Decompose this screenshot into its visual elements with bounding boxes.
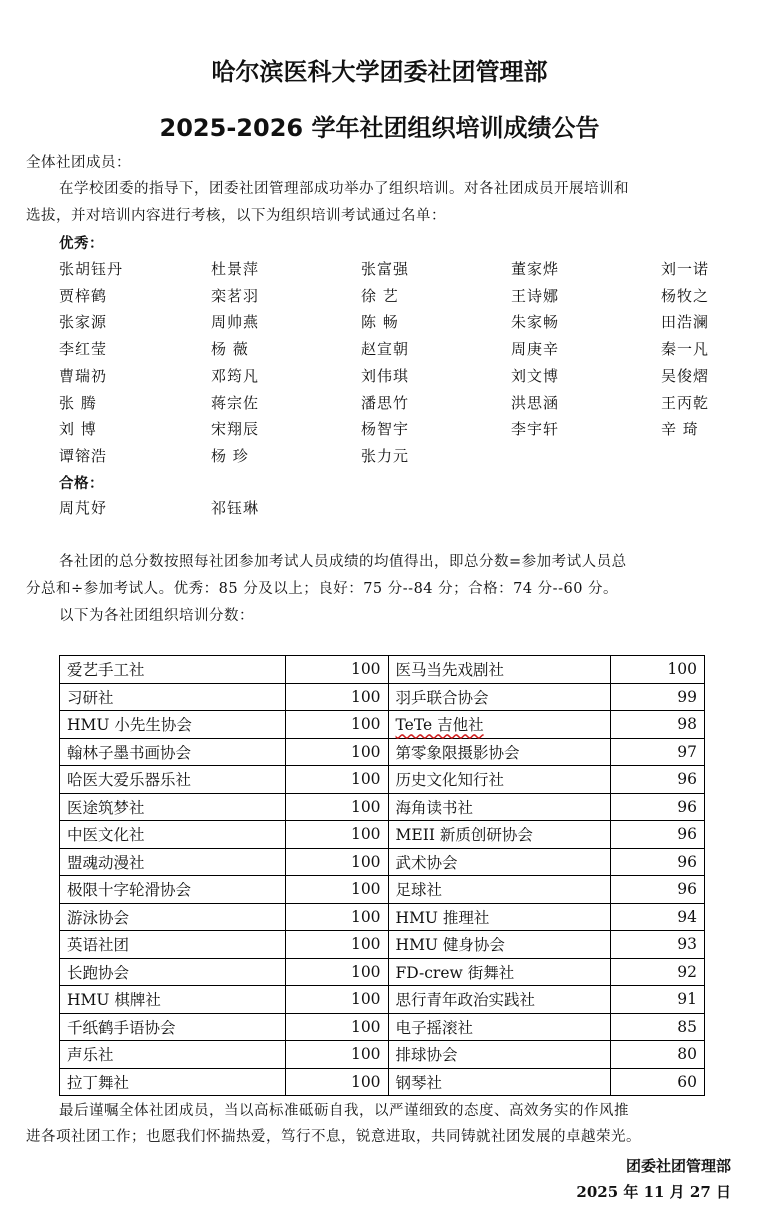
club-score: 100 bbox=[610, 656, 704, 684]
excellent-name: 杨 珍 bbox=[211, 446, 249, 465]
excellent-name: 朱家畅 bbox=[511, 313, 560, 332]
club-score: 94 bbox=[610, 903, 704, 931]
club-score: 80 bbox=[610, 1041, 704, 1069]
club-score: 100 bbox=[286, 766, 388, 794]
club-score: 100 bbox=[286, 903, 388, 931]
club-score: 99 bbox=[610, 683, 704, 711]
club-score: 96 bbox=[610, 848, 704, 876]
club-name bbox=[388, 711, 610, 739]
excellent-name: 陈 畅 bbox=[361, 313, 399, 332]
club-score: 96 bbox=[610, 876, 704, 904]
excellent-name: 赵宣朝 bbox=[361, 340, 410, 359]
table-row bbox=[60, 958, 705, 986]
excellent-name: 李宇轩 bbox=[511, 420, 560, 439]
club-score: 100 bbox=[286, 683, 388, 711]
club-score: 100 bbox=[286, 821, 388, 849]
club-name: 海角读书社 bbox=[388, 793, 610, 821]
excellent-name: 周庚辛 bbox=[511, 340, 560, 359]
club-name: 盟魂动漫社 bbox=[60, 848, 286, 876]
club-name: 中医文化社 bbox=[60, 821, 286, 849]
excellent-name: 李红莹 bbox=[59, 340, 108, 359]
club-score: 100 bbox=[286, 986, 388, 1014]
club-score: 100 bbox=[286, 958, 388, 986]
excellent-name: 徐 艺 bbox=[361, 286, 399, 305]
excellent-name: 杨智宇 bbox=[361, 420, 410, 439]
club-score: 93 bbox=[610, 931, 704, 959]
excellent-name: 曹瑞礽 bbox=[59, 366, 108, 385]
club-name: 电子摇滚社 bbox=[388, 1013, 610, 1041]
excellent-name: 栾茗羽 bbox=[211, 286, 260, 305]
pass-name: 周芃妤 bbox=[59, 499, 108, 517]
club-score: 100 bbox=[286, 793, 388, 821]
club-score: 60 bbox=[610, 1068, 704, 1096]
table-row bbox=[60, 656, 705, 684]
table-row bbox=[60, 876, 705, 904]
excellent-name: 杨 薇 bbox=[211, 340, 249, 359]
club-name-text: TeTe 吉他社 bbox=[395, 716, 484, 735]
club-score: 100 bbox=[286, 711, 388, 739]
club-name: 拉丁舞社 bbox=[60, 1068, 286, 1096]
club-score: 100 bbox=[286, 1068, 388, 1096]
club-name: 历史文化知行社 bbox=[388, 766, 610, 794]
document-subtitle: 2025-2026 学年社团组织培训成绩公告 bbox=[159, 114, 600, 142]
excellent-name: 刘 博 bbox=[59, 420, 97, 439]
club-name: 极限十字轮滑协会 bbox=[60, 876, 286, 904]
table-row bbox=[60, 738, 705, 766]
club-name: 翰林子墨书画协会 bbox=[60, 738, 286, 766]
club-name: 长跑协会 bbox=[60, 958, 286, 986]
club-name: 医马当先戏剧社 bbox=[388, 656, 610, 684]
club-name: 医途筑梦社 bbox=[60, 793, 286, 821]
club-score: 100 bbox=[286, 1013, 388, 1041]
excellent-name: 谭镕浩 bbox=[59, 446, 108, 465]
excellent-name: 蒋宗佐 bbox=[211, 393, 260, 412]
table-row bbox=[60, 683, 705, 711]
club-score: 96 bbox=[610, 793, 704, 821]
club-name: 哈医大爱乐器乐社 bbox=[60, 766, 286, 794]
club-score: 100 bbox=[286, 931, 388, 959]
excellent-name: 宋翔辰 bbox=[211, 420, 260, 439]
pass-label: 合格： bbox=[59, 475, 104, 492]
excellent-name: 张富强 bbox=[361, 260, 410, 278]
club-name: 英语社团 bbox=[60, 931, 286, 959]
salutation: 全体社团成员： bbox=[26, 155, 131, 171]
club-name: 钢琴社 bbox=[388, 1068, 610, 1096]
club-name: FD-crew 街舞社 bbox=[388, 958, 610, 986]
club-score: 91 bbox=[610, 986, 704, 1014]
club-name: 武术协会 bbox=[388, 848, 610, 876]
excellent-name: 刘一诺 bbox=[661, 260, 710, 278]
excellent-name: 刘文博 bbox=[511, 366, 560, 385]
club-score: 100 bbox=[286, 848, 388, 876]
excellent-name: 辛 琦 bbox=[661, 420, 699, 439]
excellent-name: 王丙乾 bbox=[661, 393, 710, 412]
club-name: HMU 推理社 bbox=[388, 903, 610, 931]
club-name: MEII 新质创研协会 bbox=[388, 821, 610, 849]
club-name: 游泳协会 bbox=[60, 903, 286, 931]
excellent-name: 田浩澜 bbox=[661, 313, 710, 332]
club-scores-table bbox=[59, 655, 705, 1096]
club-name: 足球社 bbox=[388, 876, 610, 904]
excellent-name: 秦一凡 bbox=[661, 340, 710, 359]
club-score: 96 bbox=[610, 821, 704, 849]
club-name: 爱艺手工社 bbox=[60, 656, 286, 684]
club-name: 第零象限摄影协会 bbox=[388, 738, 610, 766]
table-row bbox=[60, 793, 705, 821]
club-score: 98 bbox=[610, 711, 704, 739]
club-score: 100 bbox=[286, 656, 388, 684]
club-name: HMU 棋牌社 bbox=[60, 986, 286, 1014]
excellent-name: 刘伟琪 bbox=[361, 366, 410, 385]
pass-name: 祁钰琳 bbox=[211, 499, 260, 517]
table-row bbox=[60, 766, 705, 794]
table-row bbox=[60, 821, 705, 849]
excellent-name: 王诗娜 bbox=[511, 286, 560, 305]
club-score: 100 bbox=[286, 738, 388, 766]
scoring-line-3: 以下为各社团组织培训分数： bbox=[59, 608, 254, 624]
club-name: HMU 小先生协会 bbox=[60, 711, 286, 739]
club-score: 96 bbox=[610, 766, 704, 794]
club-score: 100 bbox=[286, 876, 388, 904]
club-name: 思行青年政治实践社 bbox=[388, 986, 610, 1014]
club-name: 声乐社 bbox=[60, 1041, 286, 1069]
club-name: 习研社 bbox=[60, 683, 286, 711]
club-score: 100 bbox=[286, 1041, 388, 1069]
excellent-name: 邓筠凡 bbox=[211, 366, 260, 385]
intro-line-2: 选拔，并对培训内容进行考核，以下为组织培训考试通过名单： bbox=[26, 208, 446, 224]
club-name: HMU 健身协会 bbox=[388, 931, 610, 959]
table-row bbox=[60, 903, 705, 931]
closing-line-1: 最后谨嘱全体社团成员，当以高标准砥砺自我，以严谨细致的态度、高效务实的作风推 bbox=[59, 1103, 629, 1119]
excellent-name: 张力元 bbox=[361, 446, 410, 465]
signature-org: 团委社团管理部 bbox=[625, 1157, 731, 1175]
scoring-line-1: 各社团的总分数按照每社团参加考试人员成绩的均值得出，即总分数=参加考试人员总 bbox=[59, 554, 627, 570]
excellent-name: 吴俊熠 bbox=[661, 366, 710, 385]
excellent-name: 杜景萍 bbox=[211, 260, 260, 278]
scoring-line-2: 分总和÷参加考试人。优秀：85 分及以上；良好：75 分--84 分；合格：74 分--60 分。 bbox=[26, 581, 619, 597]
table-row bbox=[60, 1068, 705, 1096]
table-row bbox=[60, 1041, 705, 1069]
excellent-name: 张 腾 bbox=[59, 393, 97, 412]
club-score: 97 bbox=[610, 738, 704, 766]
table-row bbox=[60, 848, 705, 876]
closing-line-2: 进各项社团工作；也愿我们怀揣热爱，笃行不息，锐意进取，共同铸就社团发展的卓越荣光。 bbox=[26, 1129, 641, 1145]
club-score: 85 bbox=[610, 1013, 704, 1041]
excellent-label: 优秀： bbox=[59, 235, 104, 252]
document-title: 哈尔滨医科大学团委社团管理部 bbox=[211, 58, 548, 86]
club-name: 排球协会 bbox=[388, 1041, 610, 1069]
excellent-name: 张胡钰丹 bbox=[59, 260, 124, 278]
excellent-name: 贾梓鹤 bbox=[59, 286, 108, 305]
club-score: 92 bbox=[610, 958, 704, 986]
signature-date: 2025 年 11 月 27 日 bbox=[576, 1183, 731, 1201]
excellent-name: 洪思涵 bbox=[511, 393, 560, 412]
table-row bbox=[60, 986, 705, 1014]
excellent-name: 杨牧之 bbox=[661, 286, 710, 305]
table-row bbox=[60, 711, 705, 739]
excellent-name: 潘思竹 bbox=[361, 393, 410, 412]
intro-line-1: 在学校团委的指导下，团委社团管理部成功举办了组织培训。对各社团成员开展培训和 bbox=[59, 181, 629, 197]
excellent-name: 董家烨 bbox=[511, 260, 560, 278]
excellent-name: 张家源 bbox=[59, 313, 108, 332]
table-row bbox=[60, 931, 705, 959]
club-name: 羽乒联合协会 bbox=[388, 683, 610, 711]
club-name: 千纸鹤手语协会 bbox=[60, 1013, 286, 1041]
table-row bbox=[60, 1013, 705, 1041]
excellent-name: 周帅燕 bbox=[211, 313, 260, 332]
